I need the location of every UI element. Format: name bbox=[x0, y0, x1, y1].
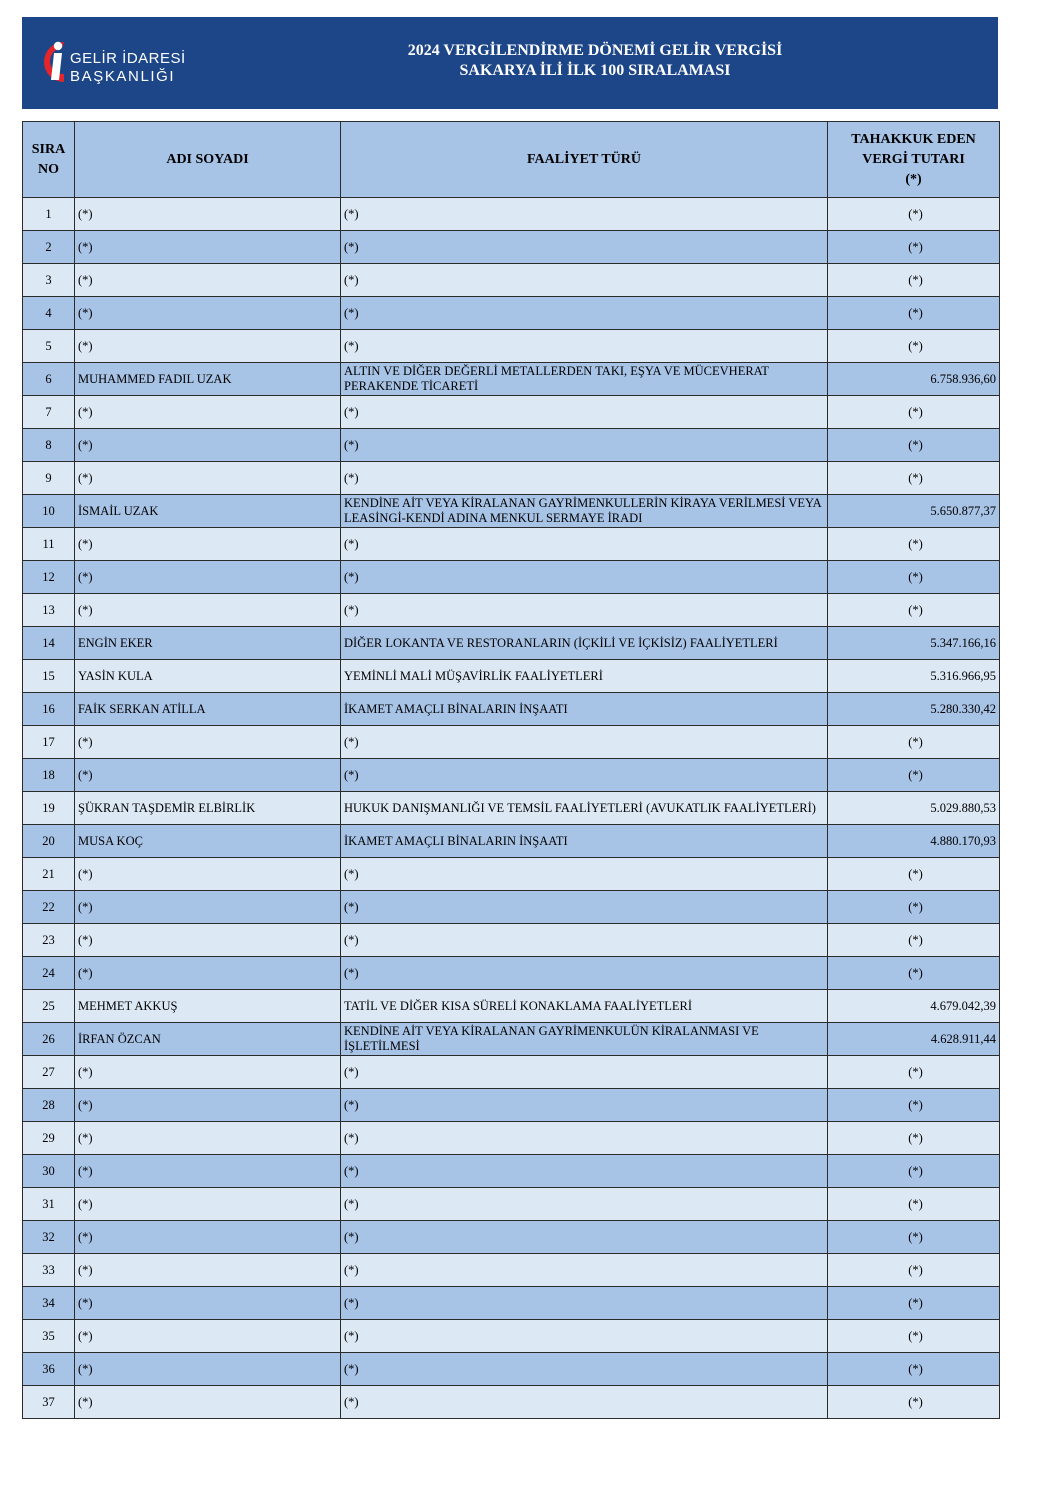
cell-amount bbox=[828, 924, 1000, 957]
cell-amount bbox=[828, 1353, 1000, 1386]
cell-activity: (*) bbox=[341, 1155, 828, 1188]
amount-value: (*) bbox=[908, 1196, 923, 1211]
cell-amount bbox=[828, 759, 1000, 792]
cell-rank: 35 bbox=[23, 1320, 75, 1353]
table-row bbox=[23, 792, 1000, 825]
cell-name: (*) bbox=[75, 462, 341, 495]
amount-value: (*) bbox=[908, 1328, 923, 1343]
cell-rank: 29 bbox=[23, 1122, 75, 1155]
cell-rank: 32 bbox=[23, 1221, 75, 1254]
table-row bbox=[23, 198, 1000, 231]
table-row bbox=[23, 726, 1000, 759]
cell-name: İRFAN ÖZCAN bbox=[75, 1023, 341, 1056]
cell-activity: KENDİNE AİT VEYA KİRALANAN GAYRİMENKULÜN KİRALANMASI VE İŞLETİLMESİ bbox=[341, 1023, 828, 1056]
amount-value: (*) bbox=[908, 1394, 923, 1409]
table-row bbox=[23, 363, 1000, 396]
table-row bbox=[23, 957, 1000, 990]
cell-name: (*) bbox=[75, 1188, 341, 1221]
cell-amount bbox=[828, 891, 1000, 924]
cell-activity: (*) bbox=[341, 594, 828, 627]
cell-activity: (*) bbox=[341, 1353, 828, 1386]
cell-name: (*) bbox=[75, 528, 341, 561]
table-body bbox=[23, 198, 1000, 1419]
amount-value: (*) bbox=[908, 899, 923, 914]
cell-activity: (*) bbox=[341, 297, 828, 330]
amount-value: (*) bbox=[908, 734, 923, 749]
table-row bbox=[23, 891, 1000, 924]
cell-name: (*) bbox=[75, 759, 341, 792]
cell-amount: 4.679.042,39 bbox=[828, 990, 1000, 1023]
table-row bbox=[23, 1221, 1000, 1254]
cell-name: MUSA KOÇ bbox=[75, 825, 341, 858]
cell-rank: 25 bbox=[23, 990, 75, 1023]
amount-value: (*) bbox=[908, 965, 923, 980]
cell-name: MEHMET AKKUŞ bbox=[75, 990, 341, 1023]
cell-rank: 20 bbox=[23, 825, 75, 858]
cell-activity: (*) bbox=[341, 1221, 828, 1254]
column-header-amount-line3: (*) bbox=[905, 171, 922, 187]
cell-name: (*) bbox=[75, 297, 341, 330]
cell-activity: ALTIN VE DİĞER DEĞERLİ METALLERDEN TAKI, EŞYA VE MÜCEVHERAT PERAKENDE TİCARETİ bbox=[341, 363, 828, 396]
amount-value: (*) bbox=[908, 1163, 923, 1178]
cell-amount bbox=[828, 198, 1000, 231]
cell-activity: (*) bbox=[341, 429, 828, 462]
cell-rank: 13 bbox=[23, 594, 75, 627]
cell-activity: (*) bbox=[341, 726, 828, 759]
gib-logo bbox=[34, 36, 194, 88]
cell-amount bbox=[828, 396, 1000, 429]
cell-activity: (*) bbox=[341, 1089, 828, 1122]
cell-amount bbox=[828, 330, 1000, 363]
cell-amount: 5.029.880,53 bbox=[828, 792, 1000, 825]
cell-name: (*) bbox=[75, 924, 341, 957]
cell-amount bbox=[828, 1320, 1000, 1353]
table-row bbox=[23, 1023, 1000, 1056]
cell-amount bbox=[828, 1386, 1000, 1419]
table-row bbox=[23, 660, 1000, 693]
cell-rank: 34 bbox=[23, 1287, 75, 1320]
cell-amount: 5.280.330,42 bbox=[828, 693, 1000, 726]
cell-rank: 21 bbox=[23, 858, 75, 891]
cell-rank: 8 bbox=[23, 429, 75, 462]
cell-amount bbox=[828, 231, 1000, 264]
cell-activity: KENDİNE AİT VEYA KİRALANAN GAYRİMENKULLERİN KİRAYA VERİLMESİ VEYA LEASİNGİ-KENDİ ADINA MENKUL SERMAYE İRADI bbox=[341, 495, 828, 528]
table-row bbox=[23, 858, 1000, 891]
table-row bbox=[23, 1089, 1000, 1122]
cell-rank: 14 bbox=[23, 627, 75, 660]
cell-name: ŞÜKRAN TAŞDEMİR ELBİRLİK bbox=[75, 792, 341, 825]
title-line1: 2024 VERGİLENDİRME DÖNEMİ GELİR VERGİSİ bbox=[407, 42, 783, 59]
column-header-amount-line2: VERGİ TUTARI bbox=[862, 151, 965, 167]
cell-amount bbox=[828, 1155, 1000, 1188]
column-header-name: ADI SOYADI bbox=[75, 122, 341, 198]
table-row bbox=[23, 594, 1000, 627]
table-row bbox=[23, 1155, 1000, 1188]
cell-rank: 3 bbox=[23, 264, 75, 297]
table-row bbox=[23, 396, 1000, 429]
cell-rank: 36 bbox=[23, 1353, 75, 1386]
cell-amount bbox=[828, 264, 1000, 297]
cell-amount bbox=[828, 1287, 1000, 1320]
cell-amount bbox=[828, 297, 1000, 330]
cell-rank: 23 bbox=[23, 924, 75, 957]
cell-activity: (*) bbox=[341, 1254, 828, 1287]
cell-activity: İKAMET AMAÇLI BİNALARIN İNŞAATI bbox=[341, 825, 828, 858]
cell-name: (*) bbox=[75, 198, 341, 231]
amount-value: (*) bbox=[908, 404, 923, 419]
cell-name: (*) bbox=[75, 1254, 341, 1287]
cell-amount: 5.347.166,16 bbox=[828, 627, 1000, 660]
cell-rank: 2 bbox=[23, 231, 75, 264]
cell-amount: 6.758.936,60 bbox=[828, 363, 1000, 396]
cell-rank: 33 bbox=[23, 1254, 75, 1287]
cell-activity: (*) bbox=[341, 528, 828, 561]
table-row bbox=[23, 1353, 1000, 1386]
table-row bbox=[23, 1254, 1000, 1287]
cell-amount bbox=[828, 561, 1000, 594]
cell-activity: (*) bbox=[341, 231, 828, 264]
cell-rank: 22 bbox=[23, 891, 75, 924]
amount-value: (*) bbox=[908, 1262, 923, 1277]
cell-name: FAİK SERKAN ATİLLA bbox=[75, 693, 341, 726]
cell-name: YASİN KULA bbox=[75, 660, 341, 693]
logo-text-line2: BAŞKANLIĞI bbox=[70, 68, 176, 85]
table-row bbox=[23, 429, 1000, 462]
cell-rank: 26 bbox=[23, 1023, 75, 1056]
cell-activity: (*) bbox=[341, 330, 828, 363]
table-row bbox=[23, 330, 1000, 363]
table-row bbox=[23, 1056, 1000, 1089]
cell-amount bbox=[828, 1089, 1000, 1122]
amount-value: (*) bbox=[908, 569, 923, 584]
cell-name: (*) bbox=[75, 858, 341, 891]
column-header-rank-line1: SIRA bbox=[31, 141, 66, 157]
cell-rank: 1 bbox=[23, 198, 75, 231]
cell-activity: (*) bbox=[341, 1386, 828, 1419]
table-row bbox=[23, 561, 1000, 594]
cell-activity: (*) bbox=[341, 759, 828, 792]
header-banner bbox=[22, 17, 998, 109]
cell-activity: (*) bbox=[341, 924, 828, 957]
cell-activity: (*) bbox=[341, 957, 828, 990]
amount-value: (*) bbox=[908, 272, 923, 287]
table-row bbox=[23, 1188, 1000, 1221]
cell-rank: 15 bbox=[23, 660, 75, 693]
cell-rank: 19 bbox=[23, 792, 75, 825]
cell-amount bbox=[828, 1122, 1000, 1155]
cell-activity: (*) bbox=[341, 1056, 828, 1089]
cell-amount bbox=[828, 528, 1000, 561]
cell-activity: (*) bbox=[341, 1287, 828, 1320]
table-row bbox=[23, 1122, 1000, 1155]
cell-name: (*) bbox=[75, 1320, 341, 1353]
cell-amount: 5.316.966,95 bbox=[828, 660, 1000, 693]
column-header-rank bbox=[23, 122, 75, 198]
cell-name: (*) bbox=[75, 1353, 341, 1386]
cell-activity: (*) bbox=[341, 1122, 828, 1155]
cell-name: (*) bbox=[75, 594, 341, 627]
amount-value: (*) bbox=[908, 1361, 923, 1376]
cell-amount bbox=[828, 726, 1000, 759]
amount-value: (*) bbox=[908, 932, 923, 947]
cell-amount: 4.880.170,93 bbox=[828, 825, 1000, 858]
cell-name: (*) bbox=[75, 1089, 341, 1122]
table-row bbox=[23, 924, 1000, 957]
cell-activity: (*) bbox=[341, 1188, 828, 1221]
cell-name: (*) bbox=[75, 1386, 341, 1419]
cell-rank: 37 bbox=[23, 1386, 75, 1419]
table-row bbox=[23, 1386, 1000, 1419]
cell-rank: 12 bbox=[23, 561, 75, 594]
cell-name: (*) bbox=[75, 330, 341, 363]
title-line2: SAKARYA İLİ İLK 100 SIRALAMASI bbox=[459, 62, 731, 79]
cell-name: (*) bbox=[75, 231, 341, 264]
amount-value: (*) bbox=[908, 470, 923, 485]
table-row bbox=[23, 1320, 1000, 1353]
cell-rank: 28 bbox=[23, 1089, 75, 1122]
cell-rank: 10 bbox=[23, 495, 75, 528]
amount-value: (*) bbox=[908, 437, 923, 452]
cell-name: (*) bbox=[75, 1056, 341, 1089]
cell-rank: 17 bbox=[23, 726, 75, 759]
cell-name: (*) bbox=[75, 1122, 341, 1155]
amount-value: (*) bbox=[908, 602, 923, 617]
table-row bbox=[23, 264, 1000, 297]
table-row bbox=[23, 528, 1000, 561]
cell-rank: 30 bbox=[23, 1155, 75, 1188]
cell-activity: (*) bbox=[341, 891, 828, 924]
table-row bbox=[23, 693, 1000, 726]
cell-activity: (*) bbox=[341, 462, 828, 495]
column-header-amount-line1: TAHAKKUK EDEN bbox=[851, 131, 976, 147]
cell-rank: 24 bbox=[23, 957, 75, 990]
cell-name: ENGİN EKER bbox=[75, 627, 341, 660]
cell-name: (*) bbox=[75, 891, 341, 924]
amount-value: (*) bbox=[908, 1130, 923, 1145]
amount-value: (*) bbox=[908, 866, 923, 881]
cell-amount bbox=[828, 858, 1000, 891]
ranking-table bbox=[22, 121, 1000, 1419]
table-row bbox=[23, 825, 1000, 858]
cell-amount bbox=[828, 1056, 1000, 1089]
logo-text-line1: GELİR İDARESİ bbox=[70, 50, 186, 67]
amount-value: (*) bbox=[908, 536, 923, 551]
amount-value: (*) bbox=[908, 1064, 923, 1079]
column-header-amount bbox=[828, 122, 1000, 198]
cell-activity: YEMİNLİ MALİ MÜŞAVİRLİK FAALİYETLERİ bbox=[341, 660, 828, 693]
cell-rank: 7 bbox=[23, 396, 75, 429]
amount-value: (*) bbox=[908, 305, 923, 320]
page-title bbox=[262, 41, 928, 81]
cell-name: (*) bbox=[75, 429, 341, 462]
cell-name: (*) bbox=[75, 726, 341, 759]
cell-rank: 6 bbox=[23, 363, 75, 396]
amount-value: (*) bbox=[908, 239, 923, 254]
table-row bbox=[23, 231, 1000, 264]
table-row bbox=[23, 297, 1000, 330]
column-header-rank-line2: NO bbox=[38, 161, 59, 177]
cell-name: (*) bbox=[75, 1155, 341, 1188]
cell-amount bbox=[828, 1254, 1000, 1287]
cell-name: (*) bbox=[75, 561, 341, 594]
column-header-activity: FAALİYET TÜRÜ bbox=[341, 122, 828, 198]
cell-amount bbox=[828, 594, 1000, 627]
amount-value: (*) bbox=[908, 1229, 923, 1244]
cell-activity: (*) bbox=[341, 858, 828, 891]
cell-rank: 11 bbox=[23, 528, 75, 561]
cell-name: İSMAİL UZAK bbox=[75, 495, 341, 528]
cell-activity: (*) bbox=[341, 264, 828, 297]
table-row bbox=[23, 462, 1000, 495]
amount-value: (*) bbox=[908, 206, 923, 221]
amount-value: (*) bbox=[908, 1295, 923, 1310]
cell-name: (*) bbox=[75, 1287, 341, 1320]
table-row bbox=[23, 627, 1000, 660]
cell-activity: (*) bbox=[341, 561, 828, 594]
cell-activity: HUKUK DANIŞMANLIĞI VE TEMSİL FAALİYETLERİ (AVUKATLIK FAALİYETLERİ) bbox=[341, 792, 828, 825]
cell-amount: 5.650.877,37 bbox=[828, 495, 1000, 528]
cell-activity: (*) bbox=[341, 198, 828, 231]
table-row bbox=[23, 990, 1000, 1023]
cell-activity: (*) bbox=[341, 396, 828, 429]
cell-amount: 4.628.911,44 bbox=[828, 1023, 1000, 1056]
cell-amount bbox=[828, 957, 1000, 990]
cell-name: (*) bbox=[75, 396, 341, 429]
cell-rank: 5 bbox=[23, 330, 75, 363]
table-header-row bbox=[23, 122, 1000, 198]
cell-rank: 4 bbox=[23, 297, 75, 330]
cell-activity: TATİL VE DİĞER KISA SÜRELİ KONAKLAMA FAALİYETLERİ bbox=[341, 990, 828, 1023]
cell-name: (*) bbox=[75, 957, 341, 990]
cell-rank: 9 bbox=[23, 462, 75, 495]
cell-amount bbox=[828, 1188, 1000, 1221]
cell-name: (*) bbox=[75, 264, 341, 297]
cell-name: MUHAMMED FADIL UZAK bbox=[75, 363, 341, 396]
cell-rank: 27 bbox=[23, 1056, 75, 1089]
table-row bbox=[23, 1287, 1000, 1320]
cell-activity: İKAMET AMAÇLI BİNALARIN İNŞAATI bbox=[341, 693, 828, 726]
cell-name: (*) bbox=[75, 1221, 341, 1254]
amount-value: (*) bbox=[908, 767, 923, 782]
cell-amount bbox=[828, 1221, 1000, 1254]
cell-amount bbox=[828, 429, 1000, 462]
cell-rank: 16 bbox=[23, 693, 75, 726]
cell-activity: DİĞER LOKANTA VE RESTORANLARIN (İÇKİLİ VE İÇKİSİZ) FAALİYETLERİ bbox=[341, 627, 828, 660]
amount-value: (*) bbox=[908, 1097, 923, 1112]
cell-amount bbox=[828, 462, 1000, 495]
cell-rank: 18 bbox=[23, 759, 75, 792]
amount-value: (*) bbox=[908, 338, 923, 353]
table-row bbox=[23, 759, 1000, 792]
cell-activity: (*) bbox=[341, 1320, 828, 1353]
table-row bbox=[23, 495, 1000, 528]
cell-rank: 31 bbox=[23, 1188, 75, 1221]
